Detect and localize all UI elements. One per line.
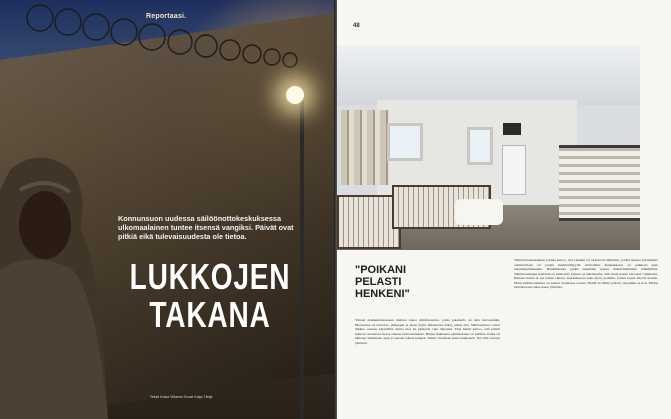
- bed-pillow: [455, 199, 503, 225]
- person-in-hooded-jacket: [0, 150, 110, 419]
- left-page-photo: [0, 0, 334, 419]
- body-column-2: Säilöönottokeskuksen johtaja kertoo, että yksikkö on tarkoitettu ihmisille, joiden maasta poistamista valmistellaan tai joiden henkilöllisyyttä selvitetään. Keskuksessa on paikkoja noin neljällekymmenelle. Henkilökunta pyrkii tekemään arjesta mahdollisimman inhimillistä. Säilöönotettujen käytössä on kuntosali, kirjasto ja ulkoilupiha. Silti moni kokee olevansa vankilassa. Kukaan heistä ei ole tehnyt rikosta. Keskuksessa asuu myös perheitä, joiden lapset käyvät koulua. Moni säilöönotetuista on asunut Suomessa vuosia. Heillä on täällä ystäviä, työpaikka ja koti. Päätös säilöönotosta tulee usein yllättäen.: [514, 258, 658, 290]
- room-ceiling: [337, 45, 640, 105]
- window-left: [387, 123, 423, 161]
- window-right: [467, 127, 493, 165]
- floodlight: [286, 86, 304, 104]
- bunk-bed-right: [559, 145, 640, 221]
- refrigerator: [502, 145, 526, 195]
- page-number: 48: [353, 23, 360, 29]
- headline-line-2: TAKANA: [149, 294, 271, 335]
- photo-credit: Teksti Kaisa Viitanen Kuvat Katja Tähjä: [150, 395, 213, 399]
- pull-quote: "POIKANI PELASTI HENKENI": [355, 264, 410, 300]
- headline-line-1: LUKKOJEN: [129, 256, 291, 297]
- wall-tv: [503, 123, 521, 135]
- right-page: [337, 0, 671, 419]
- dormitory-photo: [337, 45, 640, 250]
- article-lede: Konnunsuon uudessa säilöönottokeskuksessa ulkomaalainen tuntee itsensä vangiksi. Päivät ovat pitkiä eikä tulevaisuudesta ole tietoa.: [118, 214, 294, 241]
- hanging-towels: [341, 110, 389, 185]
- lamp-pole: [300, 100, 304, 419]
- section-label: Reportaasi.: [146, 13, 187, 20]
- article-headline: [124, 258, 296, 334]
- barbed-wire-illustration: [20, 0, 334, 70]
- body-column-1: Yhteen makuuhuoneeseen mahtuu kuusi säilöönotettua, joista jokaisella on oma kerrossänky. Huoneessa on televisio, jääkaappi ja pieni pöytä. Ikkunoista näkyy pihan aita. Säilöönotetut voivat liikkua osaston käytävillä, mutta ulos he pääsevät vain ohjatusti. Yksi heistä kertoo, että päivät kuluvat odottaessa tietoa omasta tulevaisuudesta. Hänen mukaansa epätietoisuus on pahinta. Poika oli lähtenyt hakemaan apua ja pelasti isänsä hengen. Matka Suomeen kesti kuukausia. Nyt hän odottaa päätöstä.: [355, 318, 500, 345]
